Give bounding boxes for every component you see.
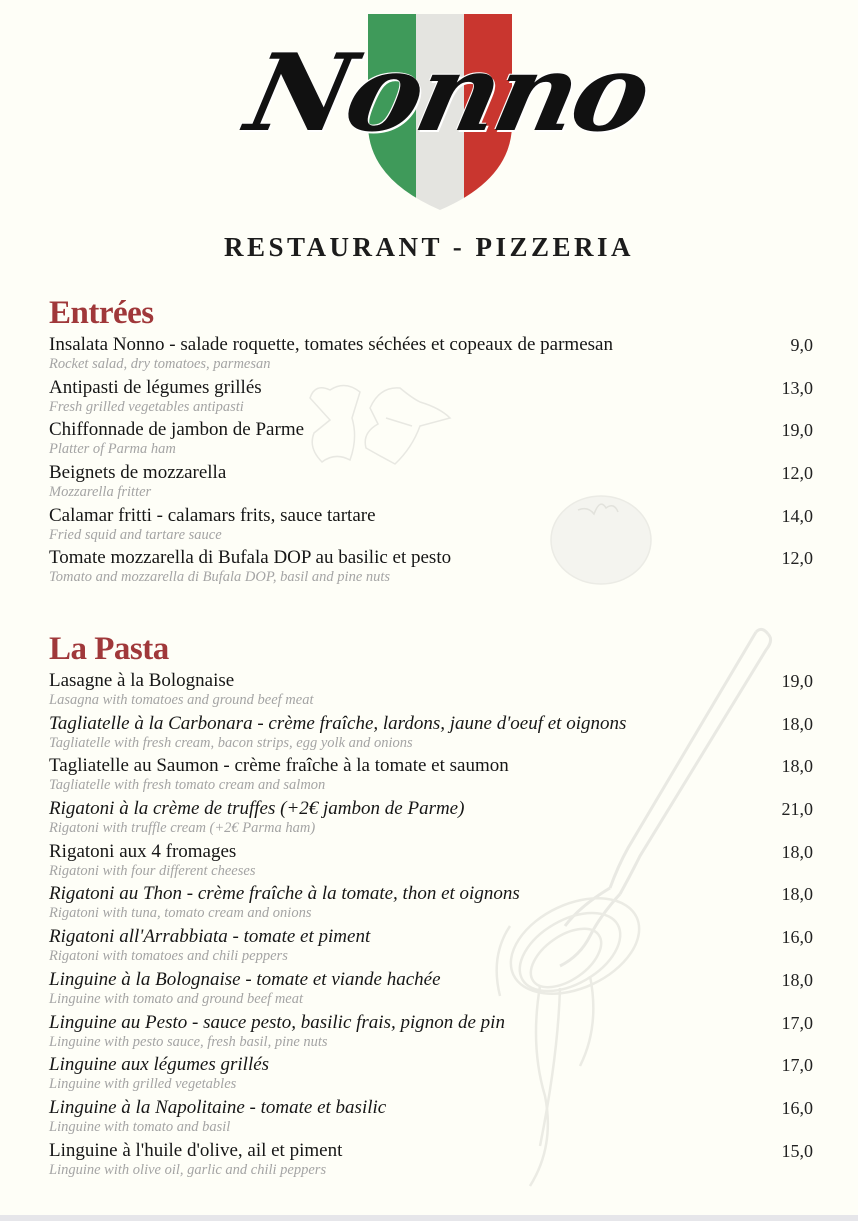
item-name: Linguine aux légumes grillés xyxy=(49,1054,270,1076)
section-title: La Pasta xyxy=(49,631,169,667)
item-price: 9,0 xyxy=(790,335,813,355)
logo-text: Nonno xyxy=(236,31,658,156)
item-name: Antipasti de légumes grillés xyxy=(49,376,262,398)
menu-item xyxy=(49,1097,817,1140)
item-description: Rigatoni with four different cheeses xyxy=(49,862,256,879)
item-name: Linguine à l'huile d'olive, ail et piment xyxy=(49,1139,343,1161)
item-price: 13,0 xyxy=(781,377,813,398)
item-price: 14,0 xyxy=(781,505,813,526)
item-name: Lasagne à la Bolognaise xyxy=(49,670,235,691)
item-description: Rocket salad, dry tomatoes, parmesan xyxy=(49,356,271,372)
menu-item xyxy=(49,755,817,798)
section-title: Entrées xyxy=(49,295,154,331)
item-name: Rigatoni au Thon - crème fraîche à la tomate, thon et oignons xyxy=(49,883,520,905)
item-description: Lasagna with tomatoes and ground beef meat xyxy=(49,692,314,708)
item-price: 17,0 xyxy=(781,1055,813,1076)
item-name: Rigatoni all'Arrabbiata - tomate et piment xyxy=(49,926,371,948)
item-price: 19,0 xyxy=(781,420,813,441)
item-price: 19,0 xyxy=(781,671,813,691)
item-description: Linguine with tomato and ground beef meat xyxy=(49,990,304,1007)
menu-item xyxy=(49,670,817,713)
section-pasta xyxy=(49,629,817,1182)
menu-item xyxy=(49,841,817,884)
item-name: Beignets de mozzarella xyxy=(49,462,227,484)
item-name: Chiffonnade de jambon de Parme xyxy=(49,419,305,441)
subtitle: RESTAURANT - PIZZERIA xyxy=(223,232,635,262)
menu-item xyxy=(49,1012,817,1055)
item-price: 18,0 xyxy=(781,756,813,777)
item-name: Linguine à la Bolognaise - tomate et viande hachée xyxy=(49,968,441,990)
item-description: Mozzarella fritter xyxy=(49,484,152,501)
menu-item xyxy=(49,1054,817,1097)
item-name: Linguine à la Napolitaine - tomate et basilic xyxy=(49,1096,387,1118)
item-description: Tagliatelle with fresh cream, bacon strips, egg yolk and onions xyxy=(49,734,413,751)
item-description: Linguine with olive oil, garlic and chili peppers xyxy=(49,1161,327,1178)
item-price: 21,0 xyxy=(781,799,813,820)
item-description: Fresh grilled vegetables antipasti xyxy=(49,398,244,415)
item-price: 12,0 xyxy=(781,548,813,569)
menu-item xyxy=(49,505,817,548)
menu-item xyxy=(49,713,817,756)
menu-item xyxy=(49,462,817,505)
item-price: 18,0 xyxy=(781,713,813,734)
item-description: Linguine with pesto sauce, fresh basil, pine nuts xyxy=(49,1033,328,1050)
menu-item xyxy=(49,419,817,462)
item-description: Rigatoni with tomatoes and chili peppers xyxy=(49,948,288,965)
item-name: Tagliatelle au Saumon - crème fraîche à la tomate et saumon xyxy=(49,755,509,777)
item-price: 16,0 xyxy=(781,927,813,948)
item-description: Linguine with tomato and basil xyxy=(49,1118,231,1135)
item-name: Linguine au Pesto - sauce pesto, basilic frais, pignon de pin xyxy=(49,1011,505,1033)
menu-item xyxy=(49,1140,817,1183)
item-price: 17,0 xyxy=(781,1012,813,1033)
item-price: 18,0 xyxy=(781,841,813,862)
menu-item xyxy=(49,926,817,969)
menu-item xyxy=(49,377,817,420)
item-description: Platter of Parma ham xyxy=(49,441,176,458)
item-name: Rigatoni aux 4 fromages xyxy=(49,840,237,862)
menu-item xyxy=(49,883,817,926)
item-price: 12,0 xyxy=(781,463,813,484)
item-description: Rigatoni with tuna, tomato cream and onions xyxy=(49,905,312,922)
menu-list xyxy=(49,334,817,590)
restaurant-logo xyxy=(236,14,658,214)
item-price: 15,0 xyxy=(781,1140,813,1161)
menu-item xyxy=(49,969,817,1012)
item-name: Calamar fritti - calamars frits, sauce tartare xyxy=(49,504,376,526)
item-description: Fried squid and tartare sauce xyxy=(49,526,222,543)
item-description: Tomato and mozzarella di Bufala DOP, basil and pine nuts xyxy=(49,569,391,586)
menu-item xyxy=(49,547,817,590)
menu-item xyxy=(49,334,817,377)
section-entrees xyxy=(49,293,817,590)
item-price: 18,0 xyxy=(781,969,813,990)
item-description: Rigatoni with truffle cream (+2€ Parma ham) xyxy=(49,820,316,837)
item-price: 16,0 xyxy=(781,1097,813,1118)
item-name: Tagliatelle à la Carbonara - crème fraîche, lardons, jaune d'oeuf et oignons xyxy=(49,712,627,734)
item-name: Rigatoni à la crème de truffes (+2€ jambon de Parme) xyxy=(49,798,465,820)
item-name: Insalata Nonno - salade roquette, tomates séchées et copeaux de parmesan xyxy=(49,334,613,355)
menu-list xyxy=(49,670,817,1182)
menu-item xyxy=(49,798,817,841)
item-name: Tomate mozzarella di Bufala DOP au basilic et pesto xyxy=(49,547,452,569)
item-description: Tagliatelle with fresh tomato cream and salmon xyxy=(49,777,326,794)
item-price: 18,0 xyxy=(781,884,813,905)
item-description: Linguine with grilled vegetables xyxy=(49,1076,237,1093)
bottom-edge xyxy=(0,1215,858,1221)
